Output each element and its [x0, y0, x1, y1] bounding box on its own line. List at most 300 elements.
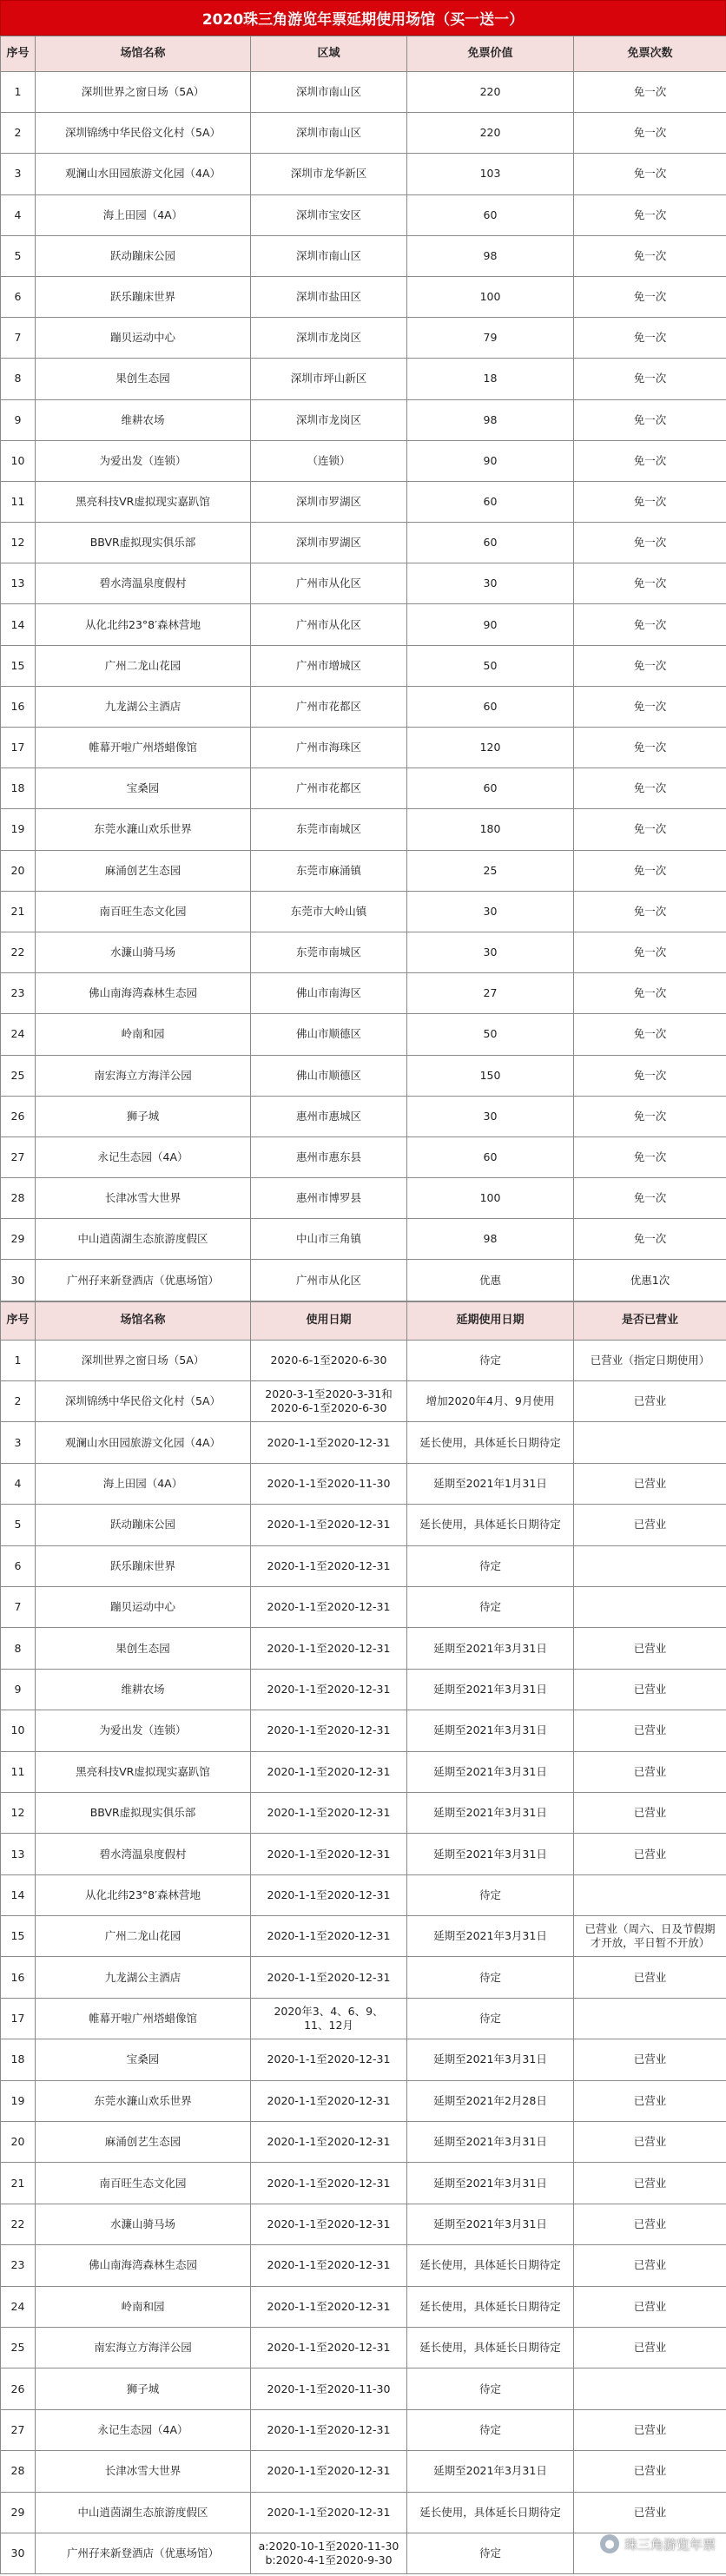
- cell-venue: 广州二龙山花园: [36, 645, 251, 686]
- table-row: [1, 1751, 726, 1792]
- cell-value: 60: [407, 481, 574, 522]
- cell-extended-date: 待定: [407, 1957, 574, 1998]
- cell-index: 7: [1, 318, 36, 359]
- cell-use-date: 2020-1-1至2020-12-31: [251, 1874, 407, 1915]
- cell-times: 免一次: [574, 932, 726, 972]
- cell-value: 50: [407, 1014, 574, 1055]
- cell-venue: 东莞水濂山欢乐世界: [36, 809, 251, 850]
- table-row: [1, 276, 726, 317]
- cell-extended-date: 待定: [407, 1545, 574, 1586]
- cell-index: 13: [1, 563, 36, 604]
- cell-times: 免一次: [574, 604, 726, 645]
- cell-extended-date: 延长使用，具体延长日期待定: [407, 2245, 574, 2286]
- cell-region: 深圳市南山区: [251, 72, 407, 113]
- cell-index: 19: [1, 809, 36, 850]
- cell-open-status: 已营业: [574, 1710, 726, 1751]
- cell-extended-date: 延期至2021年2月28日: [407, 2080, 574, 2121]
- cell-value: 18: [407, 359, 574, 399]
- cell-times: 免一次: [574, 235, 726, 276]
- watermark-text: 珠三角游览年票: [624, 2536, 716, 2553]
- col-header-index: 序号: [1, 1301, 36, 1340]
- cell-venue: 蹦贝运动中心: [36, 318, 251, 359]
- cell-venue: 永记生态园（4A）: [36, 1136, 251, 1177]
- table-row: [1, 891, 726, 932]
- cell-venue: 果创生态园: [36, 359, 251, 399]
- cell-index: 16: [1, 1957, 36, 1998]
- table-row: [1, 154, 726, 194]
- cell-open-status: 已营业（指定日期使用）: [574, 1340, 726, 1380]
- cell-use-date: 2020-1-1至2020-12-31: [251, 2328, 407, 2368]
- cell-index: 14: [1, 1874, 36, 1915]
- cell-open-status: 已营业: [574, 1957, 726, 1998]
- cell-venue: 跃乐蹦床世界: [36, 276, 251, 317]
- table-row: [1, 1422, 726, 1463]
- cell-times: 免一次: [574, 1096, 726, 1136]
- cell-times: 优惠1次: [574, 1260, 726, 1301]
- cell-use-date: 2020-1-1至2020-12-31: [251, 1751, 407, 1792]
- cell-open-status: 已营业: [574, 2080, 726, 2121]
- cell-extended-date: 延长使用，具体延长日期待定: [407, 2328, 574, 2368]
- cell-index: 25: [1, 1055, 36, 1096]
- cell-open-status: 已营业: [574, 1834, 726, 1874]
- cell-venue: 东莞水濂山欢乐世界: [36, 2080, 251, 2121]
- cell-region: 佛山市南海区: [251, 973, 407, 1014]
- cell-venue: 深圳世界之窗日场（5A）: [36, 1340, 251, 1380]
- cell-venue: 深圳世界之窗日场（5A）: [36, 72, 251, 113]
- cell-index: 24: [1, 1014, 36, 1055]
- cell-index: 26: [1, 1096, 36, 1136]
- cell-value: 90: [407, 604, 574, 645]
- table-row: [1, 1545, 726, 1586]
- cell-index: 24: [1, 2286, 36, 2327]
- cell-venue: 深圳锦绣中华民俗文化村（5A）: [36, 113, 251, 154]
- cell-region: 广州市从化区: [251, 563, 407, 604]
- cell-use-date: 2020-1-1至2020-12-31: [251, 1710, 407, 1751]
- cell-times: 免一次: [574, 768, 726, 809]
- cell-index: 20: [1, 850, 36, 891]
- cell-region: 深圳市盐田区: [251, 276, 407, 317]
- table-row: [1, 728, 726, 768]
- cell-times: 免一次: [574, 563, 726, 604]
- cell-venue: 狮子城: [36, 2368, 251, 2409]
- cell-value: 25: [407, 850, 574, 891]
- cell-index: 30: [1, 2533, 36, 2573]
- table-row: [1, 1998, 726, 2039]
- cell-value: 150: [407, 1055, 574, 1096]
- cell-venue: 碧水湾温泉度假村: [36, 1834, 251, 1874]
- cell-use-date: a:2020-10-1至2020-11-30 b:2020-4-1至2020-9-30: [251, 2533, 407, 2573]
- cell-value: 30: [407, 891, 574, 932]
- cell-times: 免一次: [574, 1014, 726, 1055]
- cell-index: 3: [1, 154, 36, 194]
- table-row: [1, 235, 726, 276]
- cell-index: 10: [1, 1710, 36, 1751]
- cell-times: 免一次: [574, 399, 726, 440]
- cell-use-date: 2020-1-1至2020-12-31: [251, 1834, 407, 1874]
- col-header-value: 免票价值: [407, 36, 574, 72]
- cell-open-status: [574, 1998, 726, 2039]
- cell-venue: 水濂山骑马场: [36, 2204, 251, 2244]
- cell-venue: 观澜山水田园旅游文化园（4A）: [36, 1422, 251, 1463]
- cell-open-status: [574, 1545, 726, 1586]
- cell-venue: 帷幕开啦广州塔蜡像馆: [36, 1998, 251, 2039]
- cell-value: 30: [407, 563, 574, 604]
- col-header-open-status: 是否已营业: [574, 1301, 726, 1340]
- cell-index: 9: [1, 1669, 36, 1710]
- cell-index: 22: [1, 2204, 36, 2244]
- cell-venue: 南百旺生态文化园: [36, 891, 251, 932]
- cell-venue: 永记生态园（4A）: [36, 2409, 251, 2450]
- cell-extended-date: 延长使用，具体延长日期待定: [407, 2286, 574, 2327]
- cell-extended-date: 待定: [407, 1874, 574, 1915]
- cell-index: 28: [1, 2451, 36, 2492]
- cell-use-date: 2020-1-1至2020-12-31: [251, 1422, 407, 1463]
- cell-use-date: 2020-1-1至2020-11-30: [251, 1463, 407, 1504]
- cell-extended-date: 待定: [407, 2409, 574, 2450]
- cell-use-date: 2020-1-1至2020-12-31: [251, 1957, 407, 1998]
- cell-venue: 广州孖来新登酒店（优惠场馆）: [36, 2533, 251, 2573]
- cell-use-date: 2020-1-1至2020-12-31: [251, 2245, 407, 2286]
- cell-extended-date: 延长使用，具体延长日期待定: [407, 1422, 574, 1463]
- table-row: [1, 318, 726, 359]
- cell-value: 98: [407, 235, 574, 276]
- cell-index: 1: [1, 1340, 36, 1380]
- table-row: [1, 399, 726, 440]
- cell-value: 120: [407, 728, 574, 768]
- cell-use-date: 2020-3-1至2020-3-31和 2020-6-1至2020-6-30: [251, 1381, 407, 1422]
- table-row: [1, 2286, 726, 2327]
- cell-times: 免一次: [574, 523, 726, 563]
- cell-venue: 黑亮科技VR虚拟现实嘉趴馆: [36, 481, 251, 522]
- cell-open-status: 已营业: [574, 2409, 726, 2450]
- cell-extended-date: 待定: [407, 2533, 574, 2573]
- cell-value: 30: [407, 932, 574, 972]
- cell-index: 21: [1, 2163, 36, 2204]
- col-header-venue: 场馆名称: [36, 36, 251, 72]
- cell-venue: 九龙湖公主酒店: [36, 686, 251, 727]
- cell-value: 60: [407, 768, 574, 809]
- cell-index: 29: [1, 1219, 36, 1260]
- cell-venue: 观澜山水田园旅游文化园（4A）: [36, 154, 251, 194]
- cell-index: 27: [1, 2409, 36, 2450]
- table-row: [1, 768, 726, 809]
- cell-index: 27: [1, 1136, 36, 1177]
- cell-region: 佛山市顺德区: [251, 1055, 407, 1096]
- cell-venue: 狮子城: [36, 1096, 251, 1136]
- cell-venue: 水濂山骑马场: [36, 932, 251, 972]
- cell-index: 18: [1, 2039, 36, 2080]
- table-row: [1, 1874, 726, 1915]
- cell-region: 深圳市南山区: [251, 113, 407, 154]
- cell-extended-date: 延期至2021年3月31日: [407, 1710, 574, 1751]
- cell-index: 6: [1, 276, 36, 317]
- cell-open-status: 已营业: [574, 1505, 726, 1545]
- cell-venue: 帷幕开啦广州塔蜡像馆: [36, 728, 251, 768]
- table-row: [1, 1260, 726, 1301]
- extension-table-header-row: [1, 1301, 726, 1340]
- cell-venue: 岭南和园: [36, 1014, 251, 1055]
- table-row: [1, 2163, 726, 2204]
- cell-open-status: 已营业: [574, 2245, 726, 2286]
- cell-venue: 岭南和园: [36, 2286, 251, 2327]
- cell-region: 东莞市大岭山镇: [251, 891, 407, 932]
- table-row: [1, 2409, 726, 2450]
- cell-venue: 从化北纬23°8′森林营地: [36, 1874, 251, 1915]
- cell-index: 14: [1, 604, 36, 645]
- cell-index: 5: [1, 235, 36, 276]
- cell-value: 98: [407, 399, 574, 440]
- cell-use-date: 2020-1-1至2020-12-31: [251, 1916, 407, 1957]
- cell-venue: 佛山南海湾森林生态园: [36, 2245, 251, 2286]
- table-row: [1, 359, 726, 399]
- col-header-index: 序号: [1, 36, 36, 72]
- cell-index: 19: [1, 2080, 36, 2121]
- cell-value: 27: [407, 973, 574, 1014]
- table-row: [1, 1710, 726, 1751]
- table-row: [1, 809, 726, 850]
- cell-value: 50: [407, 645, 574, 686]
- cell-value: 98: [407, 1219, 574, 1260]
- cell-value: 90: [407, 440, 574, 481]
- col-header-venue: 场馆名称: [36, 1301, 251, 1340]
- table-row: [1, 1957, 726, 1998]
- cell-use-date: 2020-1-1至2020-12-31: [251, 1505, 407, 1545]
- cell-use-date: 2020-1-1至2020-12-31: [251, 1628, 407, 1669]
- cell-region: 广州市增城区: [251, 645, 407, 686]
- cell-open-status: [574, 1586, 726, 1627]
- cell-open-status: 已营业: [574, 1463, 726, 1504]
- table-row: [1, 2122, 726, 2163]
- cell-region: 中山市三角镇: [251, 1219, 407, 1260]
- cell-open-status: 已营业: [574, 1792, 726, 1833]
- cell-extended-date: 延期至2021年3月31日: [407, 1834, 574, 1874]
- cell-use-date: 2020-1-1至2020-12-31: [251, 2122, 407, 2163]
- cell-open-status: 已营业: [574, 2039, 726, 2080]
- cell-times: 免一次: [574, 850, 726, 891]
- cell-index: 20: [1, 2122, 36, 2163]
- cell-extended-date: 延期至2021年3月31日: [407, 1751, 574, 1792]
- cell-times: 免一次: [574, 1178, 726, 1219]
- cell-times: 免一次: [574, 645, 726, 686]
- cell-value: 60: [407, 194, 574, 235]
- cell-open-status: 已营业: [574, 2286, 726, 2327]
- table-row: [1, 440, 726, 481]
- cell-venue: 九龙湖公主酒店: [36, 1957, 251, 1998]
- table-row: [1, 645, 726, 686]
- table-row: [1, 1463, 726, 1504]
- cell-extended-date: 延期至2021年3月31日: [407, 2122, 574, 2163]
- cell-index: 15: [1, 645, 36, 686]
- cell-venue: 跃动蹦床公园: [36, 235, 251, 276]
- cell-extended-date: 延期至2021年3月31日: [407, 2451, 574, 2492]
- cell-venue: 为爱出发（连锁）: [36, 440, 251, 481]
- table-row: [1, 523, 726, 563]
- cell-index: 17: [1, 1998, 36, 2039]
- cell-region: 东莞市麻涌镇: [251, 850, 407, 891]
- cell-index: 1: [1, 72, 36, 113]
- col-header-times: 免票次数: [574, 36, 726, 72]
- table-row: [1, 2328, 726, 2368]
- cell-index: 30: [1, 1260, 36, 1301]
- table-row: [1, 1219, 726, 1260]
- cell-venue: 长津冰雪大世界: [36, 2451, 251, 2492]
- cell-region: 惠州市博罗县: [251, 1178, 407, 1219]
- cell-extended-date: 待定: [407, 1998, 574, 2039]
- cell-use-date: 2020-1-1至2020-12-31: [251, 2409, 407, 2450]
- cell-open-status: 已营业: [574, 2122, 726, 2163]
- page-title: 2020珠三角游览年票延期使用场馆（买一送一）: [0, 0, 726, 36]
- cell-use-date: 2020-1-1至2020-12-31: [251, 1792, 407, 1833]
- cell-times: 免一次: [574, 1219, 726, 1260]
- cell-region: 广州市从化区: [251, 604, 407, 645]
- cell-region: 深圳市宝安区: [251, 194, 407, 235]
- cell-index: 13: [1, 1834, 36, 1874]
- cell-open-status: [574, 1874, 726, 1915]
- table-row: [1, 563, 726, 604]
- cell-index: 10: [1, 440, 36, 481]
- cell-venue: 果创生态园: [36, 1628, 251, 1669]
- cell-region: 东莞市南城区: [251, 932, 407, 972]
- extension-table: [0, 1301, 726, 2575]
- table-row: [1, 1586, 726, 1627]
- cell-index: 18: [1, 768, 36, 809]
- cell-value: 220: [407, 72, 574, 113]
- cell-use-date: 2020-1-1至2020-11-30: [251, 2368, 407, 2409]
- table-row: [1, 2080, 726, 2121]
- cell-venue: 南宏海立方海洋公园: [36, 1055, 251, 1096]
- cell-index: 21: [1, 891, 36, 932]
- cell-venue: 为爱出发（连锁）: [36, 1710, 251, 1751]
- cell-open-status: [574, 2368, 726, 2409]
- cell-region: 广州市从化区: [251, 1260, 407, 1301]
- cell-times: 免一次: [574, 809, 726, 850]
- cell-region: 深圳市罗湖区: [251, 523, 407, 563]
- table-row: [1, 2245, 726, 2286]
- cell-value: 79: [407, 318, 574, 359]
- cell-index: 9: [1, 399, 36, 440]
- cell-times: 免一次: [574, 154, 726, 194]
- cell-index: 17: [1, 728, 36, 768]
- cell-times: 免一次: [574, 728, 726, 768]
- cell-index: 7: [1, 1586, 36, 1627]
- cell-index: 28: [1, 1178, 36, 1219]
- cell-extended-date: 待定: [407, 1340, 574, 1380]
- cell-value: 60: [407, 686, 574, 727]
- cell-use-date: 2020-1-1至2020-12-31: [251, 2286, 407, 2327]
- cell-index: 4: [1, 194, 36, 235]
- cell-use-date: 2020-1-1至2020-12-31: [251, 2163, 407, 2204]
- cell-use-date: 2020-1-1至2020-12-31: [251, 1669, 407, 1710]
- cell-use-date: 2020-1-1至2020-12-31: [251, 2080, 407, 2121]
- cell-region: 深圳市罗湖区: [251, 481, 407, 522]
- table-row: [1, 481, 726, 522]
- table-row: [1, 2368, 726, 2409]
- cell-venue: BBVR虚拟现实俱乐部: [36, 523, 251, 563]
- cell-extended-date: 延期至2021年3月31日: [407, 1792, 574, 1833]
- cell-index: 25: [1, 2328, 36, 2368]
- col-header-use-date: 使用日期: [251, 1301, 407, 1340]
- cell-extended-date: 延长使用，具体延长日期待定: [407, 1505, 574, 1545]
- cell-index: 29: [1, 2492, 36, 2533]
- cell-region: 惠州市惠城区: [251, 1096, 407, 1136]
- cell-region: 深圳市龙华新区: [251, 154, 407, 194]
- cell-index: 26: [1, 2368, 36, 2409]
- cell-times: 免一次: [574, 359, 726, 399]
- cell-venue: 从化北纬23°8′森林营地: [36, 604, 251, 645]
- cell-times: 免一次: [574, 276, 726, 317]
- cell-index: 12: [1, 523, 36, 563]
- cell-index: 16: [1, 686, 36, 727]
- cell-times: 免一次: [574, 973, 726, 1014]
- cell-times: 免一次: [574, 113, 726, 154]
- cell-extended-date: 延期至2021年1月31日: [407, 1463, 574, 1504]
- cell-venue: 黑亮科技VR虚拟现实嘉趴馆: [36, 1751, 251, 1792]
- cell-region: 佛山市顺德区: [251, 1014, 407, 1055]
- cell-times: 免一次: [574, 440, 726, 481]
- cell-index: 22: [1, 932, 36, 972]
- cell-venue: 广州孖来新登酒店（优惠场馆）: [36, 1260, 251, 1301]
- cell-region: 广州市花都区: [251, 686, 407, 727]
- cell-region: 深圳市坪山新区: [251, 359, 407, 399]
- cell-times: 免一次: [574, 318, 726, 359]
- table-row: [1, 1096, 726, 1136]
- table-row: [1, 194, 726, 235]
- cell-value: 100: [407, 1178, 574, 1219]
- cell-index: 23: [1, 2245, 36, 2286]
- cell-extended-date: 延期至2021年3月31日: [407, 2163, 574, 2204]
- cell-venue: 南宏海立方海洋公园: [36, 2328, 251, 2368]
- table-row: [1, 72, 726, 113]
- cell-venue: 跃动蹦床公园: [36, 1505, 251, 1545]
- cell-venue: 南百旺生态文化园: [36, 2163, 251, 2204]
- cell-extended-date: 增加2020年4月、9月使用: [407, 1381, 574, 1422]
- cell-value: 60: [407, 523, 574, 563]
- cell-index: 15: [1, 1916, 36, 1957]
- cell-region: 惠州市惠东县: [251, 1136, 407, 1177]
- cell-index: 2: [1, 113, 36, 154]
- cell-open-status: 已营业: [574, 2328, 726, 2368]
- cell-venue: 维耕农场: [36, 1669, 251, 1710]
- table-row: [1, 1136, 726, 1177]
- venue-table-header-row: [1, 36, 726, 72]
- cell-index: 11: [1, 1751, 36, 1792]
- cell-times: 免一次: [574, 891, 726, 932]
- cell-value: 优惠: [407, 1260, 574, 1301]
- cell-extended-date: 待定: [407, 2368, 574, 2409]
- cell-value: 220: [407, 113, 574, 154]
- cell-region: 广州市海珠区: [251, 728, 407, 768]
- cell-use-date: 2020年3、4、6、9、 11、12月: [251, 1998, 407, 2039]
- table-row: [1, 1381, 726, 1422]
- table-row: [1, 604, 726, 645]
- cell-use-date: 2020-1-1至2020-12-31: [251, 2039, 407, 2080]
- table-row: [1, 1014, 726, 1055]
- cell-venue: 维耕农场: [36, 399, 251, 440]
- table-row: [1, 1505, 726, 1545]
- cell-open-status: 已营业: [574, 2451, 726, 2492]
- watermark: [600, 2534, 716, 2553]
- cell-index: 11: [1, 481, 36, 522]
- cell-venue: 深圳锦绣中华民俗文化村（5A）: [36, 1381, 251, 1422]
- cell-extended-date: 延期至2021年3月31日: [407, 2039, 574, 2080]
- cell-open-status: 已营业: [574, 1381, 726, 1422]
- cell-times: 免一次: [574, 686, 726, 727]
- table-row: [1, 113, 726, 154]
- cell-times: 免一次: [574, 1055, 726, 1096]
- cell-times: 免一次: [574, 1136, 726, 1177]
- table-row: [1, 1792, 726, 1833]
- cell-use-date: 2020-1-1至2020-12-31: [251, 1586, 407, 1627]
